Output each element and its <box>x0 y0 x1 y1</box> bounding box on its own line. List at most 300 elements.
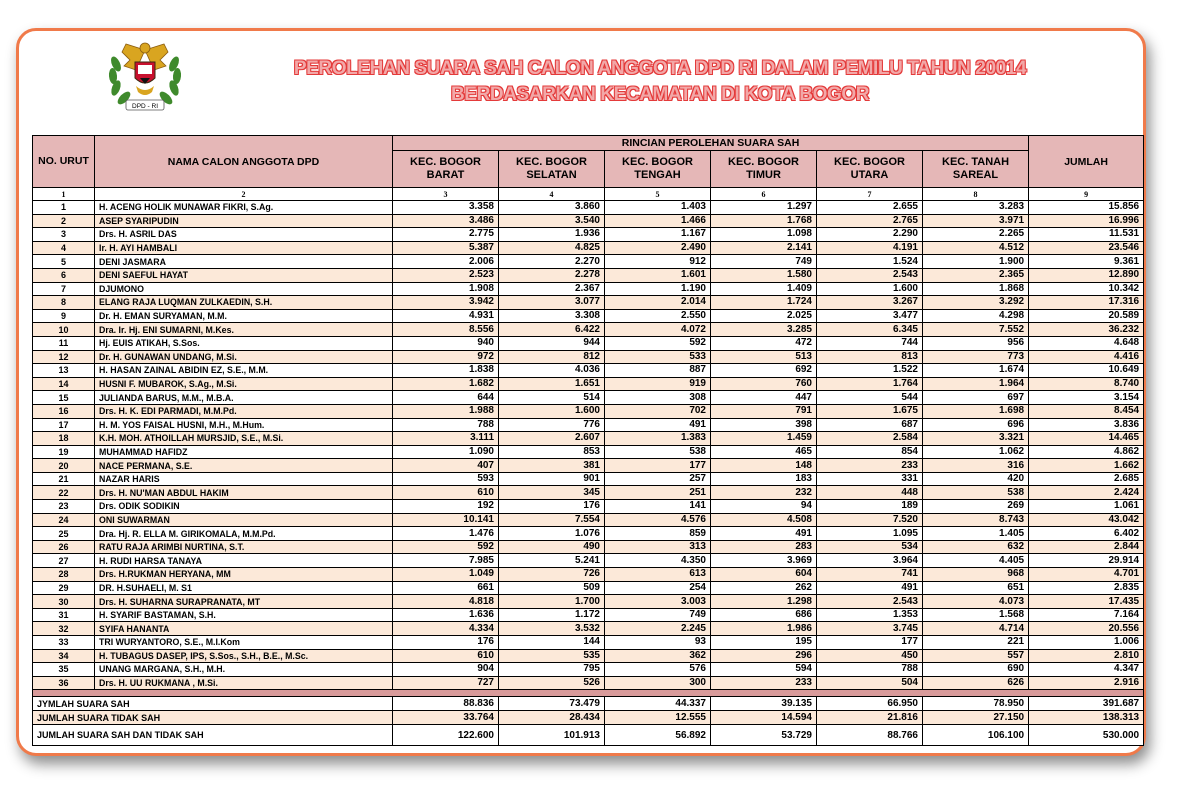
vote-count-kec-3: 919 <box>605 377 711 391</box>
vote-count-kec-4: 1.409 <box>711 282 817 296</box>
vote-count-kec-4: 1.459 <box>711 432 817 446</box>
vote-count-kec-2: 1.936 <box>499 228 605 242</box>
vote-count-kec-1: 1.636 <box>393 608 499 622</box>
vote-count-kec-4: 3.285 <box>711 323 817 337</box>
totals-kec-4: 14.594 <box>711 711 817 725</box>
row-number: 16 <box>33 404 95 418</box>
vote-count-kec-2: 795 <box>499 663 605 677</box>
vote-count-kec-6: 221 <box>923 636 1029 650</box>
vote-total: 1.006 <box>1029 636 1144 650</box>
vote-count-kec-1: 972 <box>393 350 499 364</box>
vote-total: 14.465 <box>1029 432 1144 446</box>
table-row <box>33 459 1144 473</box>
table-row <box>33 282 1144 296</box>
vote-count-kec-3: 93 <box>605 636 711 650</box>
totals-kec-5: 66.950 <box>817 697 923 711</box>
candidate-name: JULIANDA BARUS, M.M., M.B.A. <box>95 391 393 405</box>
totals-kec-4: 53.729 <box>711 725 817 746</box>
vote-count-kec-2: 509 <box>499 581 605 595</box>
row-number: 15 <box>33 391 95 405</box>
vote-total: 2.810 <box>1029 649 1144 663</box>
vote-count-kec-5: 1.522 <box>817 364 923 378</box>
vote-total: 6.402 <box>1029 527 1144 541</box>
vote-count-kec-5: 177 <box>817 636 923 650</box>
table-row <box>33 500 1144 514</box>
vote-count-kec-6: 651 <box>923 581 1029 595</box>
vote-count-kec-1: 1.682 <box>393 377 499 391</box>
header-no-urut: NO. URUT <box>33 136 95 188</box>
vote-count-kec-3: 749 <box>605 608 711 622</box>
vote-count-kec-2: 490 <box>499 540 605 554</box>
vote-count-kec-6: 697 <box>923 391 1029 405</box>
vote-count-kec-4: 686 <box>711 608 817 622</box>
vote-count-kec-4: 760 <box>711 377 817 391</box>
header-vote-breakdown: RINCIAN PEROLEHAN SUARA SAH <box>393 136 1029 151</box>
table-row <box>33 350 1144 364</box>
candidate-name: Drs. H. UU RUKMANA , M.Si. <box>95 676 393 690</box>
candidate-name: DR. H.SUHAELI, M. S1 <box>95 581 393 595</box>
vote-count-kec-3: 702 <box>605 404 711 418</box>
vote-total: 4.701 <box>1029 568 1144 582</box>
candidate-name: DENI JASMARA <box>95 255 393 269</box>
row-number: 17 <box>33 418 95 432</box>
table-row <box>33 364 1144 378</box>
vote-count-kec-4: 2.025 <box>711 309 817 323</box>
vote-count-kec-3: 4.576 <box>605 513 711 527</box>
vote-count-kec-5: 3.267 <box>817 296 923 310</box>
row-number: 36 <box>33 676 95 690</box>
vote-count-kec-4: 283 <box>711 540 817 554</box>
totals-grand: 138.313 <box>1029 711 1144 725</box>
vote-count-kec-2: 1.700 <box>499 595 605 609</box>
vote-count-kec-3: 313 <box>605 540 711 554</box>
vote-count-kec-5: 4.191 <box>817 241 923 255</box>
row-number: 13 <box>33 364 95 378</box>
vote-total: 11.531 <box>1029 228 1144 242</box>
vote-total: 4.648 <box>1029 336 1144 350</box>
candidate-name: DJUMONO <box>95 282 393 296</box>
vote-count-kec-3: 1.466 <box>605 214 711 228</box>
vote-total: 4.416 <box>1029 350 1144 364</box>
candidate-name: RATU RAJA ARIMBI NURTINA, S.T. <box>95 540 393 554</box>
vote-count-kec-1: 1.049 <box>393 568 499 582</box>
row-number: 11 <box>33 336 95 350</box>
totals-kec-3: 56.892 <box>605 725 711 746</box>
vote-count-kec-4: 513 <box>711 350 817 364</box>
vote-count-kec-1: 3.358 <box>393 201 499 215</box>
vote-total: 8.454 <box>1029 404 1144 418</box>
vote-count-kec-3: 177 <box>605 459 711 473</box>
vote-total: 17.316 <box>1029 296 1144 310</box>
vote-count-kec-4: 604 <box>711 568 817 582</box>
vote-count-kec-5: 3.964 <box>817 554 923 568</box>
vote-count-kec-6: 632 <box>923 540 1029 554</box>
vote-count-kec-3: 251 <box>605 486 711 500</box>
vote-count-kec-2: 2.278 <box>499 268 605 282</box>
separator-bar <box>33 690 1144 697</box>
vote-count-kec-2: 2.270 <box>499 255 605 269</box>
row-number: 19 <box>33 445 95 459</box>
vote-count-kec-1: 727 <box>393 676 499 690</box>
vote-count-kec-4: 791 <box>711 404 817 418</box>
table-row <box>33 554 1144 568</box>
vote-count-kec-4: 1.580 <box>711 268 817 282</box>
vote-count-kec-3: 576 <box>605 663 711 677</box>
vote-count-kec-5: 189 <box>817 500 923 514</box>
totals-kec-5: 88.766 <box>817 725 923 746</box>
totals-row <box>33 711 1144 725</box>
row-number: 10 <box>33 323 95 337</box>
vote-count-kec-6: 4.714 <box>923 622 1029 636</box>
vote-count-kec-1: 610 <box>393 649 499 663</box>
vote-count-kec-1: 192 <box>393 500 499 514</box>
vote-count-kec-4: 262 <box>711 581 817 595</box>
vote-count-kec-4: 195 <box>711 636 817 650</box>
vote-count-kec-2: 4.825 <box>499 241 605 255</box>
totals-kec-2: 28.434 <box>499 711 605 725</box>
page-title <box>200 56 1120 108</box>
vote-count-kec-6: 3.283 <box>923 201 1029 215</box>
candidate-name: H. SYARIF BASTAMAN, S.H. <box>95 608 393 622</box>
candidate-name: NACE PERMANA, S.E. <box>95 459 393 473</box>
table-row <box>33 309 1144 323</box>
vote-table-container <box>32 135 1144 746</box>
vote-count-kec-2: 2.607 <box>499 432 605 446</box>
row-number: 14 <box>33 377 95 391</box>
table-row <box>33 622 1144 636</box>
vote-count-kec-3: 2.014 <box>605 296 711 310</box>
vote-count-kec-4: 2.141 <box>711 241 817 255</box>
table-row <box>33 418 1144 432</box>
totals-kec-3: 12.555 <box>605 711 711 725</box>
row-number: 5 <box>33 255 95 269</box>
candidate-name: Dr. H. EMAN SURYAMAN, M.M. <box>95 309 393 323</box>
table-row <box>33 323 1144 337</box>
vote-count-kec-4: 1.724 <box>711 296 817 310</box>
table-row <box>33 391 1144 405</box>
totals-kec-1: 88.836 <box>393 697 499 711</box>
vote-count-kec-1: 1.838 <box>393 364 499 378</box>
vote-count-kec-6: 2.365 <box>923 268 1029 282</box>
vote-count-kec-2: 726 <box>499 568 605 582</box>
candidate-name: ONI SUWARMAN <box>95 513 393 527</box>
vote-count-kec-5: 2.543 <box>817 268 923 282</box>
totals-kec-2: 73.479 <box>499 697 605 711</box>
candidate-name: Dra. Hj. R. ELLA M. GIRIKOMALA, M.M.Pd. <box>95 527 393 541</box>
vote-count-kec-3: 141 <box>605 500 711 514</box>
candidate-name: ASEP SYARIPUDIN <box>95 214 393 228</box>
vote-count-kec-6: 956 <box>923 336 1029 350</box>
candidate-name: ELANG RAJA LUQMAN ZULKAEDIN, S.H. <box>95 296 393 310</box>
vote-count-kec-6: 4.298 <box>923 309 1029 323</box>
vote-total: 20.589 <box>1029 309 1144 323</box>
vote-count-kec-4: 1.986 <box>711 622 817 636</box>
vote-count-kec-5: 1.524 <box>817 255 923 269</box>
header-kecamatan-3: KEC. BOGOR TENGAH <box>605 151 711 188</box>
vote-count-kec-5: 3.477 <box>817 309 923 323</box>
vote-count-kec-2: 853 <box>499 445 605 459</box>
vote-count-kec-6: 4.405 <box>923 554 1029 568</box>
table-row <box>33 445 1144 459</box>
vote-count-kec-6: 1.062 <box>923 445 1029 459</box>
row-number: 7 <box>33 282 95 296</box>
vote-count-kec-6: 690 <box>923 663 1029 677</box>
vote-count-kec-4: 148 <box>711 459 817 473</box>
vote-count-kec-5: 854 <box>817 445 923 459</box>
vote-count-kec-4: 398 <box>711 418 817 432</box>
candidate-name: UNANG MARGANA, S.H., M.H. <box>95 663 393 677</box>
vote-count-kec-3: 254 <box>605 581 711 595</box>
vote-count-kec-2: 944 <box>499 336 605 350</box>
vote-count-kec-2: 526 <box>499 676 605 690</box>
candidate-name: Drs. H.RUKMAN HERYANA, MM <box>95 568 393 582</box>
vote-count-kec-6: 1.674 <box>923 364 1029 378</box>
vote-count-kec-6: 3.321 <box>923 432 1029 446</box>
vote-count-kec-4: 594 <box>711 663 817 677</box>
vote-count-kec-4: 1.768 <box>711 214 817 228</box>
vote-count-kec-4: 1.098 <box>711 228 817 242</box>
vote-count-kec-2: 7.554 <box>499 513 605 527</box>
column-index-5: 5 <box>605 188 711 201</box>
candidate-name: H. HASAN ZAINAL ABIDIN EZ, S.E., M.M. <box>95 364 393 378</box>
row-number: 21 <box>33 472 95 486</box>
header-kecamatan-5: KEC. BOGOR UTARA <box>817 151 923 188</box>
row-number: 2 <box>33 214 95 228</box>
vote-total: 17.435 <box>1029 595 1144 609</box>
vote-count-kec-1: 7.985 <box>393 554 499 568</box>
vote-count-kec-6: 1.698 <box>923 404 1029 418</box>
candidate-name: DENI SAEFUL HAYAT <box>95 268 393 282</box>
vote-total: 3.154 <box>1029 391 1144 405</box>
candidate-name: H. M. YOS FAISAL HUSNI, M.H., M.Hum. <box>95 418 393 432</box>
column-index-4: 4 <box>499 188 605 201</box>
logo-ribbon-text: DPD - RI <box>132 103 158 110</box>
vote-count-kec-1: 407 <box>393 459 499 473</box>
vote-count-kec-3: 538 <box>605 445 711 459</box>
vote-count-kec-6: 4.073 <box>923 595 1029 609</box>
vote-count-kec-5: 687 <box>817 418 923 432</box>
vote-count-kec-1: 1.090 <box>393 445 499 459</box>
totals-kec-6: 106.100 <box>923 725 1029 746</box>
header-candidate-name: NAMA CALON ANGGOTA DPD <box>95 136 393 188</box>
candidate-name: Dr. H. GUNAWAN UNDANG, M.Si. <box>95 350 393 364</box>
table-row <box>33 676 1144 690</box>
vote-count-kec-3: 257 <box>605 472 711 486</box>
vote-count-kec-1: 1.476 <box>393 527 499 541</box>
row-number: 33 <box>33 636 95 650</box>
vote-count-kec-5: 450 <box>817 649 923 663</box>
vote-count-kec-3: 859 <box>605 527 711 541</box>
candidate-name: NAZAR HARIS <box>95 472 393 486</box>
row-number: 12 <box>33 350 95 364</box>
vote-count-kec-2: 812 <box>499 350 605 364</box>
candidate-name: H. ACENG HOLIK MUNAWAR FIKRI, S.Ag. <box>95 201 393 215</box>
candidate-name: H. TUBAGUS DASEP, IPS, S.Sos., S.H., B.E., M.Sc. <box>95 649 393 663</box>
vote-count-kec-3: 491 <box>605 418 711 432</box>
totals-kec-3: 44.337 <box>605 697 711 711</box>
vote-count-kec-1: 5.387 <box>393 241 499 255</box>
vote-count-kec-1: 8.556 <box>393 323 499 337</box>
column-index-9: 9 <box>1029 188 1144 201</box>
vote-count-kec-2: 535 <box>499 649 605 663</box>
vote-count-kec-6: 626 <box>923 676 1029 690</box>
vote-total: 23.546 <box>1029 241 1144 255</box>
vote-count-kec-1: 2.523 <box>393 268 499 282</box>
vote-count-kec-4: 296 <box>711 649 817 663</box>
vote-count-kec-6: 420 <box>923 472 1029 486</box>
table-row <box>33 513 1144 527</box>
table-row <box>33 255 1144 269</box>
vote-count-kec-3: 887 <box>605 364 711 378</box>
column-index-8: 8 <box>923 188 1029 201</box>
table-row <box>33 214 1144 228</box>
vote-count-kec-2: 776 <box>499 418 605 432</box>
row-number: 4 <box>33 241 95 255</box>
table-row <box>33 527 1144 541</box>
totals-kec-2: 101.913 <box>499 725 605 746</box>
vote-count-kec-6: 557 <box>923 649 1029 663</box>
column-index-3: 3 <box>393 188 499 201</box>
totals-label: JYMLAH SUARA SAH <box>33 697 393 711</box>
vote-count-kec-6: 968 <box>923 568 1029 582</box>
vote-count-kec-6: 3.971 <box>923 214 1029 228</box>
table-row <box>33 663 1144 677</box>
vote-count-kec-6: 8.743 <box>923 513 1029 527</box>
row-number: 23 <box>33 500 95 514</box>
vote-count-kec-1: 904 <box>393 663 499 677</box>
vote-total: 1.662 <box>1029 459 1144 473</box>
totals-grand: 530.000 <box>1029 725 1144 746</box>
vote-count-kec-1: 1.988 <box>393 404 499 418</box>
totals-kec-6: 27.150 <box>923 711 1029 725</box>
totals-kec-6: 78.950 <box>923 697 1029 711</box>
vote-count-kec-1: 592 <box>393 540 499 554</box>
row-number: 25 <box>33 527 95 541</box>
table-row <box>33 296 1144 310</box>
row-number: 1 <box>33 201 95 215</box>
vote-count-kec-1: 2.006 <box>393 255 499 269</box>
candidate-name: Drs. H. K. EDI PARMADI, M.M.Pd. <box>95 404 393 418</box>
candidate-name: TRI WURYANTORO, S.E., M.I.Kom <box>95 636 393 650</box>
vote-count-kec-4: 94 <box>711 500 817 514</box>
vote-total: 2.685 <box>1029 472 1144 486</box>
header-kecamatan-1: KEC. BOGOR BARAT <box>393 151 499 188</box>
vote-count-kec-5: 448 <box>817 486 923 500</box>
totals-kec-4: 39.135 <box>711 697 817 711</box>
vote-count-kec-6: 269 <box>923 500 1029 514</box>
vote-count-kec-4: 4.508 <box>711 513 817 527</box>
vote-total: 29.914 <box>1029 554 1144 568</box>
vote-count-kec-5: 491 <box>817 581 923 595</box>
vote-count-kec-4: 183 <box>711 472 817 486</box>
candidate-name: SYIFA HANANTA <box>95 622 393 636</box>
vote-count-kec-2: 514 <box>499 391 605 405</box>
vote-count-kec-5: 744 <box>817 336 923 350</box>
vote-count-kec-2: 3.860 <box>499 201 605 215</box>
candidate-name: Hj. EUIS ATIKAH, S.Sos. <box>95 336 393 350</box>
vote-total: 15.856 <box>1029 201 1144 215</box>
vote-count-kec-6: 7.552 <box>923 323 1029 337</box>
vote-count-kec-1: 940 <box>393 336 499 350</box>
vote-count-kec-1: 3.111 <box>393 432 499 446</box>
vote-count-kec-6: 1.868 <box>923 282 1029 296</box>
vote-count-kec-1: 3.486 <box>393 214 499 228</box>
vote-count-kec-6: 1.964 <box>923 377 1029 391</box>
table-row <box>33 472 1144 486</box>
vote-count-kec-2: 144 <box>499 636 605 650</box>
vote-count-kec-5: 3.745 <box>817 622 923 636</box>
row-number: 20 <box>33 459 95 473</box>
table-row <box>33 228 1144 242</box>
vote-count-kec-2: 901 <box>499 472 605 486</box>
vote-count-kec-2: 5.241 <box>499 554 605 568</box>
candidate-name: Drs. H. SUHARNA SURAPRANATA, MT <box>95 595 393 609</box>
table-row <box>33 486 1144 500</box>
vote-count-kec-4: 491 <box>711 527 817 541</box>
vote-count-kec-4: 1.297 <box>711 201 817 215</box>
vote-count-kec-4: 3.969 <box>711 554 817 568</box>
vote-count-kec-5: 788 <box>817 663 923 677</box>
vote-count-kec-6: 538 <box>923 486 1029 500</box>
candidate-name: Dra. Ir. Hj. ENI SUMARNI, M.Kes. <box>95 323 393 337</box>
vote-count-kec-5: 1.764 <box>817 377 923 391</box>
row-number: 27 <box>33 554 95 568</box>
vote-count-kec-3: 300 <box>605 676 711 690</box>
row-number: 31 <box>33 608 95 622</box>
table-row <box>33 540 1144 554</box>
vote-count-kec-3: 1.383 <box>605 432 711 446</box>
vote-count-kec-5: 813 <box>817 350 923 364</box>
vote-total: 36.232 <box>1029 323 1144 337</box>
vote-count-kec-4: 1.298 <box>711 595 817 609</box>
vote-count-kec-5: 1.353 <box>817 608 923 622</box>
vote-total: 16.996 <box>1029 214 1144 228</box>
vote-count-kec-5: 2.765 <box>817 214 923 228</box>
vote-total: 43.042 <box>1029 513 1144 527</box>
vote-total: 8.740 <box>1029 377 1144 391</box>
vote-count-kec-4: 447 <box>711 391 817 405</box>
row-number: 9 <box>33 309 95 323</box>
table-row <box>33 581 1144 595</box>
vote-count-kec-4: 233 <box>711 676 817 690</box>
vote-count-kec-3: 613 <box>605 568 711 582</box>
table-row <box>33 241 1144 255</box>
vote-count-kec-5: 741 <box>817 568 923 582</box>
row-number: 6 <box>33 268 95 282</box>
vote-count-kec-2: 3.532 <box>499 622 605 636</box>
table-row <box>33 336 1144 350</box>
column-index-6: 6 <box>711 188 817 201</box>
candidate-name: Drs. H. NU'MAN ABDUL HAKIM <box>95 486 393 500</box>
totals-grand: 391.687 <box>1029 697 1144 711</box>
vote-count-kec-3: 362 <box>605 649 711 663</box>
candidate-name: MUHAMMAD HAFIDZ <box>95 445 393 459</box>
vote-count-kec-5: 331 <box>817 472 923 486</box>
vote-count-kec-3: 533 <box>605 350 711 364</box>
vote-count-kec-4: 465 <box>711 445 817 459</box>
vote-total: 9.361 <box>1029 255 1144 269</box>
vote-total: 2.844 <box>1029 540 1144 554</box>
vote-count-kec-2: 2.367 <box>499 282 605 296</box>
totals-row <box>33 697 1144 711</box>
vote-total: 2.916 <box>1029 676 1144 690</box>
vote-count-kec-2: 3.077 <box>499 296 605 310</box>
vote-count-kec-5: 2.290 <box>817 228 923 242</box>
vote-count-kec-5: 2.584 <box>817 432 923 446</box>
vote-total: 10.342 <box>1029 282 1144 296</box>
vote-count-kec-3: 1.190 <box>605 282 711 296</box>
vote-count-kec-5: 2.655 <box>817 201 923 215</box>
